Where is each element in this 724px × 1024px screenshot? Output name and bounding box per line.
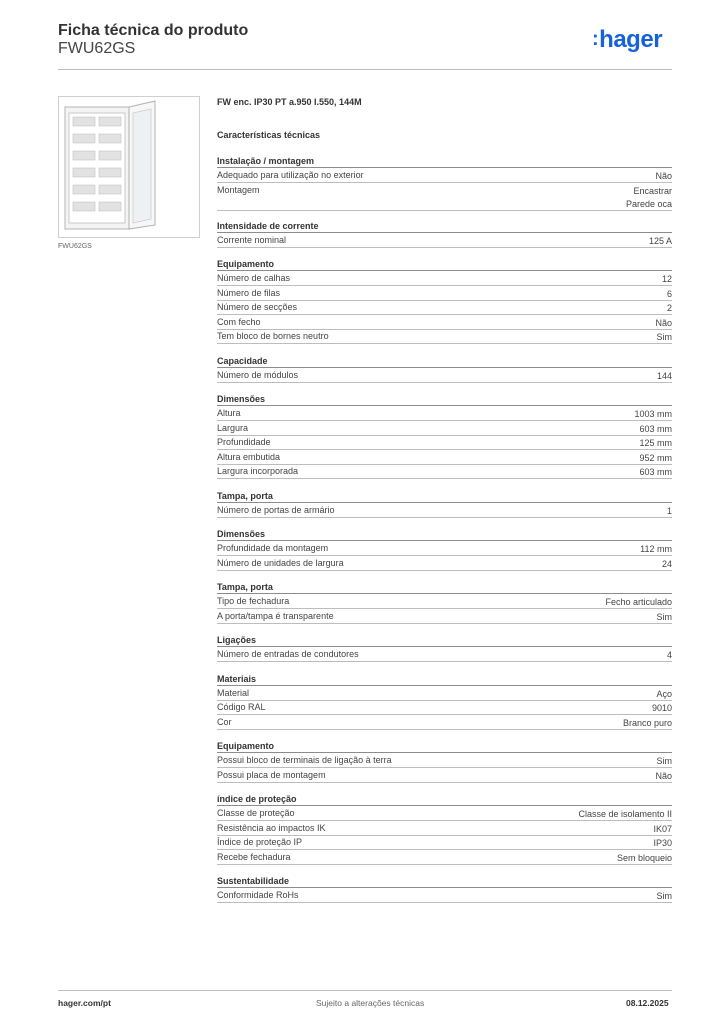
spec-row — [217, 233, 672, 248]
spec-label: Altura — [217, 408, 241, 418]
spec-label: Material — [217, 687, 250, 698]
spec-value: Sem bloqueio — [616, 852, 672, 863]
tech-heading: Características técnicas — [217, 130, 321, 140]
spec-value: Fecho articulado — [605, 597, 672, 607]
spec-value: Encastrar Parede oca — [625, 185, 672, 209]
spec-label: Profundidade — [217, 437, 271, 447]
hager-logo — [592, 26, 662, 54]
section-title: Materiais — [217, 671, 672, 686]
section-title: Intensidade de corrente — [217, 218, 672, 233]
product-image — [58, 96, 200, 238]
spec-label: Número de portas de armário — [217, 504, 335, 515]
spec-label: Número de unidades de largura — [217, 557, 344, 568]
spec-label: Largura incorporada — [217, 466, 299, 476]
spec-label: Número de calhas — [217, 273, 291, 283]
footer-date: 08.12.2025 — [626, 998, 669, 1008]
spec-value: 9010 — [651, 703, 672, 713]
section-title: índice de proteção — [217, 791, 672, 806]
spec-row — [217, 315, 672, 330]
spec-row — [217, 835, 672, 850]
spec-label: Recebe fechadura — [217, 851, 291, 862]
spec-row — [217, 821, 672, 836]
section-title: Capacidade — [217, 353, 672, 368]
spec-value: 6 — [666, 288, 672, 299]
spec-row — [217, 647, 672, 662]
spec-label: Número de filas — [217, 287, 281, 298]
section-title: Ligações — [217, 632, 672, 647]
spec-row — [217, 421, 672, 436]
spec-value: Não — [655, 317, 672, 328]
spec-row — [217, 541, 672, 556]
spec-label: Número de entradas de condutores — [217, 649, 359, 659]
spec-label: Resistência ao impactos IK — [217, 822, 326, 833]
section-title: Tampa, porta — [217, 579, 672, 594]
spec-value: Branco puro — [622, 717, 672, 728]
spec-value: Sim — [656, 756, 672, 766]
spec-row — [217, 715, 672, 730]
spec-row — [217, 286, 672, 301]
logo-text: hager — [599, 26, 663, 53]
spec-row — [217, 686, 672, 701]
section-title: Equipamento — [217, 256, 672, 271]
spec-label: A porta/tampa é transparente — [217, 610, 334, 621]
spec-label: Código RAL — [217, 702, 266, 712]
spec-row — [217, 503, 672, 518]
spec-row — [217, 464, 672, 479]
spec-row — [217, 806, 672, 821]
spec-row — [217, 271, 672, 286]
footer-divider — [58, 990, 672, 991]
spec-label: Com fecho — [217, 316, 261, 327]
section-title: Tampa, porta — [217, 488, 672, 503]
spec-label: Montagem — [217, 184, 260, 195]
spec-value: 603 mm — [639, 467, 672, 477]
product-code: FWU62GS — [58, 40, 136, 57]
spec-value: IP30 — [653, 838, 672, 848]
spec-label: Cor — [217, 716, 232, 727]
spec-label: Tipo de fechadura — [217, 596, 290, 606]
spec-row — [217, 183, 672, 211]
spec-value: Sim — [656, 891, 672, 901]
spec-row — [217, 753, 672, 768]
spec-row — [217, 435, 672, 450]
spec-row — [217, 768, 672, 783]
spec-row — [217, 406, 672, 421]
spec-value: Não — [655, 770, 672, 781]
spec-value: IK07 — [653, 823, 672, 834]
section-title: Dimensões — [217, 391, 672, 406]
spec-value: 4 — [666, 650, 672, 660]
spec-label: Índice de proteção IP — [217, 837, 303, 847]
spec-row — [217, 300, 672, 315]
spec-label: Número de secções — [217, 302, 298, 312]
image-caption: FWU62GS — [58, 243, 92, 250]
spec-value: 144 — [656, 370, 672, 381]
spec-value: 24 — [661, 558, 672, 569]
spec-value: Não — [655, 171, 672, 181]
spec-row — [217, 329, 672, 344]
section-title: Instalação / montagem — [217, 153, 672, 168]
product-description: FW enc. IP30 PT a.950 l.550, 144M — [217, 97, 362, 107]
spec-row — [217, 368, 672, 383]
spec-row — [217, 594, 672, 609]
footer-note: Sujeito a alterações técnicas — [316, 998, 425, 1008]
spec-label: Possui placa de montagem — [217, 769, 326, 780]
spec-value: 1 — [666, 505, 672, 516]
spec-label: Corrente nominal — [217, 234, 287, 245]
spec-label: Tem bloco de bornes neutro — [217, 331, 329, 341]
spec-label: Possui bloco de terminais de ligação à terra — [217, 755, 392, 765]
spec-value: Classe de isolamento II — [578, 809, 672, 819]
section-title: Sustentabilidade — [217, 873, 672, 888]
spec-value: Aço — [656, 688, 672, 699]
spec-label: Conformidade RoHs — [217, 890, 299, 900]
spec-value: 603 mm — [639, 423, 672, 434]
cabinet-illustration — [59, 97, 199, 237]
spec-label: Profundidade da montagem — [217, 543, 329, 553]
spec-value: 2 — [666, 303, 672, 313]
spec-value: 125 A — [648, 235, 672, 246]
spec-value: 112 mm — [640, 544, 672, 554]
spec-row — [217, 850, 672, 865]
section-title: Dimensões — [217, 526, 672, 541]
spec-label: Adequado para utilização no exterior — [217, 170, 364, 180]
spec-row — [217, 609, 672, 624]
spec-row — [217, 700, 672, 715]
spec-value: 125 mm — [639, 438, 672, 448]
spec-label: Largura — [217, 422, 249, 433]
logo-dots: : — [592, 28, 599, 50]
section-title: Equipamento — [217, 738, 672, 753]
spec-label: Classe de proteção — [217, 808, 295, 818]
spec-value: 1003 mm — [634, 409, 672, 419]
spec-row — [217, 888, 672, 903]
spec-row — [217, 168, 672, 183]
spec-value: 952 mm — [639, 452, 672, 463]
spec-value: Sim — [656, 332, 672, 342]
spec-value: 12 — [661, 274, 672, 284]
spec-label: Número de módulos — [217, 369, 299, 380]
footer-website: hager.com/pt — [58, 998, 111, 1008]
spec-row — [217, 450, 672, 465]
header-divider — [58, 69, 672, 70]
spec-value: Sim — [656, 611, 672, 622]
spec-label: Altura embutida — [217, 451, 281, 462]
page-title: Ficha técnica do produto — [58, 22, 249, 39]
spec-row — [217, 556, 672, 571]
